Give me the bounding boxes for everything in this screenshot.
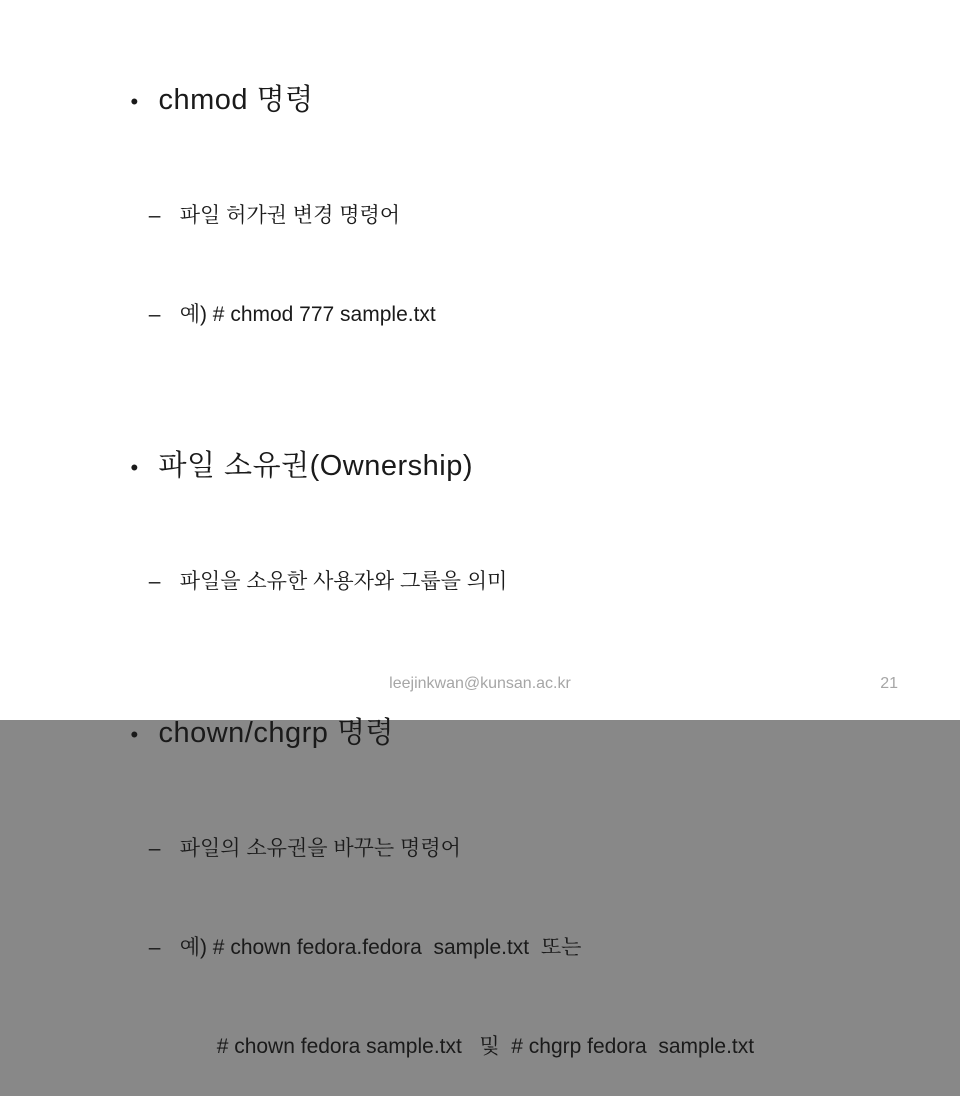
sub-item xyxy=(0,898,960,997)
dash-icon: – xyxy=(148,570,161,593)
page-number: 21 xyxy=(880,675,898,692)
bullet-line xyxy=(0,406,960,528)
sub-item xyxy=(0,532,960,631)
footer-email: leejinkwan@kunsan.ac.kr xyxy=(389,675,571,692)
dash-icon: – xyxy=(148,303,161,326)
section-ownership xyxy=(0,406,960,631)
sub-item-text: # chown fedora sample.txt 및 # chgrp fedora sample.txt xyxy=(216,1035,755,1058)
bullet-icon: • xyxy=(130,89,139,114)
dash-icon: – xyxy=(148,204,161,227)
section-title: 파일 소유권(Ownership) xyxy=(158,450,474,482)
bullet-icon: • xyxy=(130,722,139,747)
slide-content xyxy=(0,40,960,1096)
section-chown-chgrp xyxy=(0,673,960,1096)
sub-item xyxy=(0,799,960,898)
dash-icon: – xyxy=(148,837,161,860)
sub-item-text: 파일 허가권 변경 명령어 xyxy=(179,204,401,227)
bullet-icon: • xyxy=(130,455,139,480)
section-chmod xyxy=(0,40,960,364)
bullet-line xyxy=(0,40,960,162)
sub-item xyxy=(0,265,960,364)
section-title: chown/chgrp 명령 xyxy=(158,717,394,749)
sub-item-text: 예) # chown fedora.fedora sample.txt 또는 xyxy=(179,936,582,959)
dash-icon: – xyxy=(148,936,161,959)
section-title: chmod 명령 xyxy=(158,84,314,116)
sub-item-text: 예) # chmod 777 sample.txt xyxy=(179,303,436,326)
sub-item xyxy=(0,166,960,265)
sub-item-text: 파일의 소유권을 바꾸는 명령어 xyxy=(179,837,461,860)
sub-item-text: 파일을 소유한 사용자와 그룹을 의미 xyxy=(179,570,508,593)
sub-item-continuation xyxy=(0,997,960,1096)
